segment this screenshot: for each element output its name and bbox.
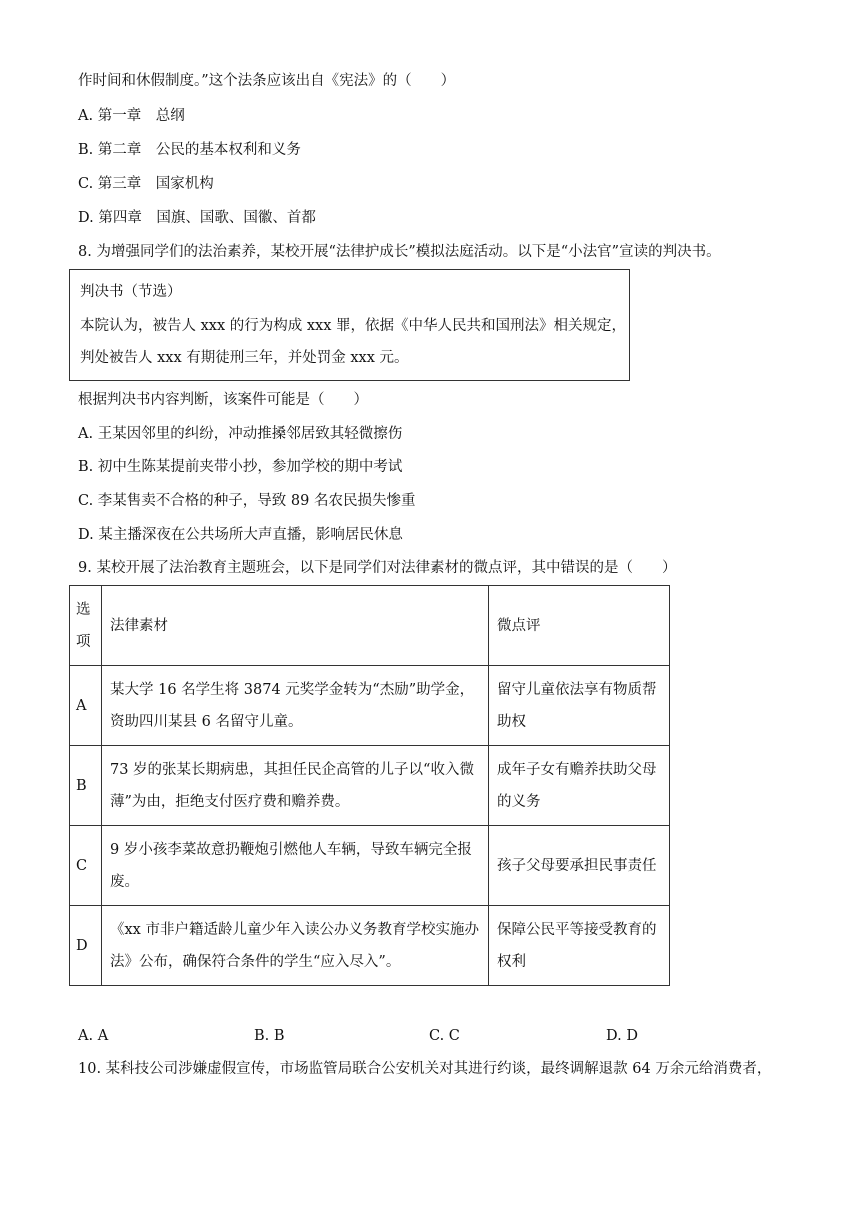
q8-option-b: B. 初中生陈某提前夹带小抄，参加学校的期中考试 xyxy=(78,459,403,475)
row-option: A xyxy=(70,666,102,746)
q9-answer-d: D. D xyxy=(606,1028,638,1044)
table-row xyxy=(70,666,670,746)
row-material: 某大学 16 名学生将 3874 元奖学金转为“杰励”助学金，资助四川某县 6 名留守儿童。 xyxy=(102,666,489,746)
q9-answer-a: A. A xyxy=(78,1028,109,1044)
q7-option-a: A. 第一章 总纲 xyxy=(78,108,185,124)
table-row xyxy=(70,906,670,986)
row-option: B xyxy=(70,746,102,826)
q9-answer-b: B. B xyxy=(254,1028,285,1044)
judgment-line-1: 本院认为，被告人 xxx 的行为构成 xxx 罪，依据《中华人民共和国刑法》相关规定， xyxy=(80,318,626,334)
row-comment: 成年子女有赡养扶助父母的义务 xyxy=(489,746,670,826)
header-comment: 微点评 xyxy=(489,586,670,666)
q7-option-b: B. 第二章 公民的基本权利和义务 xyxy=(78,142,301,158)
table-header-row xyxy=(70,586,670,666)
q9-table xyxy=(69,585,670,986)
judgment-line-2: 判处被告人 xxx 有期徒刑三年，并处罚金 xxx 元。 xyxy=(80,350,409,366)
q7-stem-tail: 作时间和休假制度。”这个法条应该出自《宪法》的（ ） xyxy=(78,73,456,89)
header-option: 选项 xyxy=(70,586,102,666)
table-row xyxy=(70,746,670,826)
q9-answer-c: C. C xyxy=(429,1028,460,1044)
row-comment: 留守儿童依法享有物质帮助权 xyxy=(489,666,670,746)
row-comment: 保障公民平等接受教育的权利 xyxy=(489,906,670,986)
q8-question: 根据判决书内容判断，该案件可能是（ ） xyxy=(78,392,368,408)
row-material: 9 岁小孩李菜故意扔鞭炮引燃他人车辆，导致车辆完全报废。 xyxy=(102,826,489,906)
q8-stem: 8. 为增强同学们的法治素养，某校开展“法律护成长”模拟法庭活动。以下是“小法官”宣读的判决书。 xyxy=(78,244,721,260)
row-material: 《xx 市非户籍适龄儿童少年入读公办义务教育学校实施办法》公布，确保符合条件的学生“应入尽入”。 xyxy=(102,906,489,986)
row-option: D xyxy=(70,906,102,986)
q9-stem: 9. 某校开展了法治教育主题班会，以下是同学们对法律素材的微点评，其中错误的是（ ） xyxy=(78,560,677,576)
q7-option-c: C. 第三章 国家机构 xyxy=(78,176,214,192)
judgment-title: 判决书（节选） xyxy=(80,284,182,300)
header-material: 法律素材 xyxy=(102,586,489,666)
q7-option-d: D. 第四章 国旗、国歌、国徽、首都 xyxy=(78,210,316,226)
q8-option-a: A. 王某因邻里的纠纷，冲动推搡邻居致其轻微擦伤 xyxy=(78,426,403,442)
q10-stem: 10. 某科技公司涉嫌虚假宣传，市场监管局联合公安机关对其进行约谈，最终调解退款 64 万余元给消费者， xyxy=(78,1061,772,1077)
q8-option-c: C. 李某售卖不合格的种子，导致 89 名农民损失惨重 xyxy=(78,493,416,509)
row-option: C xyxy=(70,826,102,906)
q8-option-d: D. 某主播深夜在公共场所大声直播，影响居民休息 xyxy=(78,527,403,543)
row-material: 73 岁的张某长期病患，其担任民企高管的儿子以“收入微薄”为由，拒绝支付医疗费和赡养费。 xyxy=(102,746,489,826)
row-comment: 孩子父母要承担民事责任 xyxy=(489,826,670,906)
judgment-box xyxy=(69,269,630,381)
table-row xyxy=(70,826,670,906)
